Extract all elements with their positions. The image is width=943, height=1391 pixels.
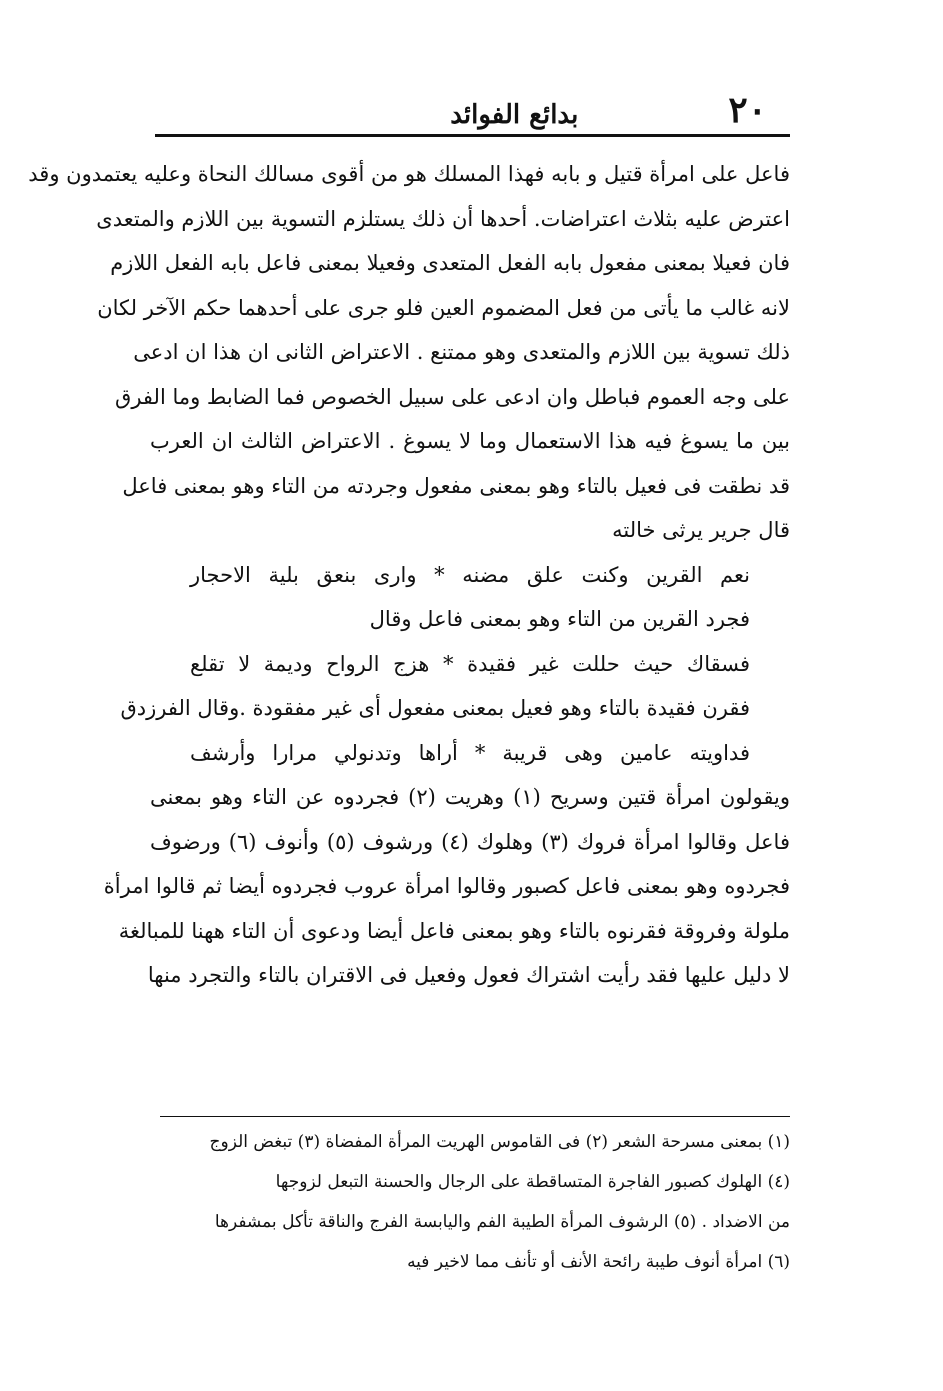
text-line: ملولة وفروقة فقرنوه بالتاء وهو بمعنى فاعل أيضا ودعوى أن التاء ههنا للمبالغة (118, 918, 790, 943)
text-line: اعترض عليه بثلاث اعتراضات. أحدها أن ذلك يستلزم التسوية بين اللازم والمتعدى (96, 206, 790, 231)
footnote-rule (160, 1116, 790, 1117)
page-header (165, 88, 777, 131)
text-line: على وجه العموم فباطل وان ادعى على سبيل الخصوص فما الضابط وما الفرق (115, 384, 790, 409)
poem-verse: نعم القرين وكنت علق مضنه * وارى بنعق بلية الاحجار (190, 562, 750, 587)
running-title: بدائع الفوائد (450, 100, 579, 130)
page-number: ٢٠ (728, 89, 767, 131)
text-line: فاعل على امرأة قتيل و بابه فهذا المسلك هو من أقوى مسالك النحاة وعليه يعتمدون وقد (28, 162, 790, 186)
text-line: فجردوه وهو بمعنى فاعل كصبور وقالوا امرأة عروب فجردوه أيضا ثم قالوا امرأة (103, 874, 790, 898)
poem-verse: فسقاك حيث حللت غير فقيدة * هزج الرواح وديمة لا تقلع (190, 651, 750, 676)
footnotes (140, 1122, 790, 1282)
text-line: ذلك تسوية بين اللازم والمتعدى وهو ممتنع . الاعتراض الثانى ان هذا ان ادعى (133, 340, 790, 364)
text-line: فان فعيلا بمعنى مفعول بابه الفعل المتعدى وفعيلا بمعنى فاعل بابه الفعل اللازم (110, 251, 790, 275)
footnote-line: (٤) الهلوك كصبور الفاجرة المتساقطة على الرجال والحسنة التبعل لزوجها (275, 1172, 790, 1192)
header-rule (155, 134, 790, 137)
text-line: لا دليل عليها فقد رأيت اشتراك فعول وفعيل فى الاقتران بالتاء والتجرد منها (147, 963, 790, 987)
footnote-line: من الاضداد . (٥) الرشوف المرأة الطيبة الفم واليابسة الفرج والناقة تأكل بمشفرها (214, 1212, 790, 1232)
text-line: لانه غالب ما يأتى من فعل المضموم العين فلو جرى على أحدهما حكم الآخر لكان (97, 295, 790, 320)
text-line: قد نطقت فى فعيل بالتاء وهو بمعنى مفعول وجردته من التاء وهو بمعنى فاعل (122, 473, 790, 498)
text-line: فاعل وقالوا امرأة فروك (٣) وهلوك (٤) ورشوف (٥) وأنوف (٦) ورضوف (150, 829, 790, 854)
text-line: فجرد القرين من التاء وهو بمعنى فاعل وقال (369, 607, 750, 631)
main-text (28, 152, 790, 998)
text-line: ويقولون امرأة قتين وسريح (١) وهريت (٢) فجردوه عن التاء وهو بمعنى (150, 785, 790, 809)
text-line: قال جرير يرثى خالته (612, 518, 790, 542)
footnote-line: (٦) امرأة أنوف طيبة رائحة الأنف أو تأنف مما لاخير فيه (407, 1252, 790, 1272)
footnote-line: (١) بمعنى مسرحة الشعر (٢) فى القاموس الهريت المرأة المفضاة (٣) تبغض الزوج (209, 1132, 790, 1152)
text-line: فقرن فقيدة بالتاء وهو فعيل بمعنى مفعول أى غير مفقودة .وقال الفرزدق (120, 696, 750, 720)
poem-verse: فداويته عامين وهى قريبة * أراها وتدنولي مرارا وأرشف (190, 740, 750, 765)
text-line: بين ما يسوغ فيه هذا الاستعمال وما لا يسوغ . الاعتراض الثالث ان العرب (150, 429, 790, 453)
